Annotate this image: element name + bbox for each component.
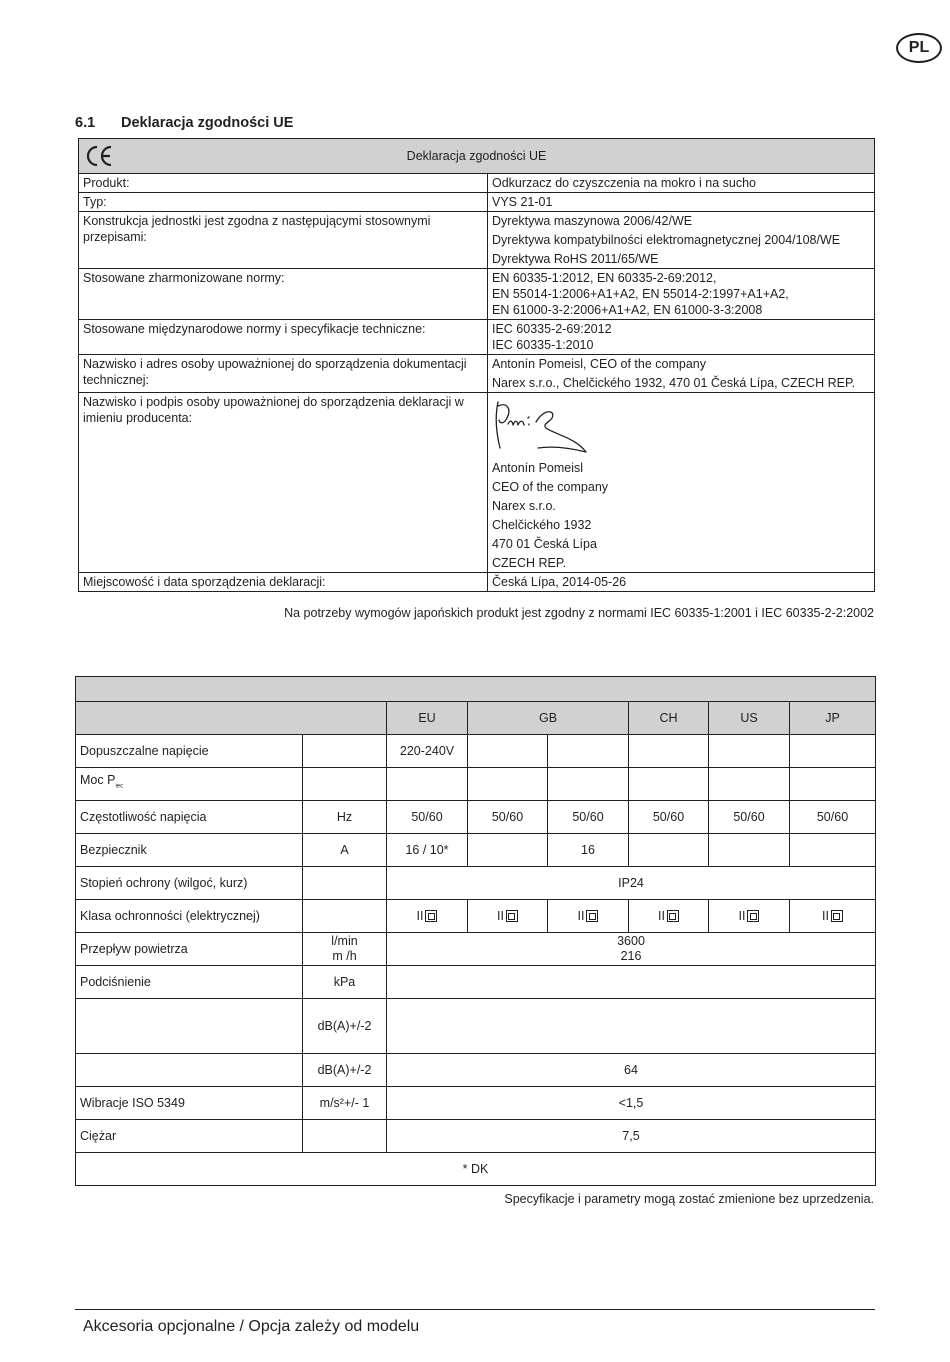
double-insulation-icon <box>667 910 679 922</box>
decl-value: Dyrektywa kompatybilności elektromagnetycznej 2004/108/WE <box>492 233 841 247</box>
tech-footnote-row <box>76 1153 876 1186</box>
class-ii-symbol: II <box>417 909 438 924</box>
decl-row-international <box>79 320 875 355</box>
decl-value: Narex s.r.o. <box>492 499 556 513</box>
class-ii-symbol: II <box>739 909 760 924</box>
tech-label: Wibracje ISO 5349 <box>76 1087 303 1120</box>
section-number: 6.1 <box>75 115 96 131</box>
tech-row-fuse <box>76 834 876 867</box>
tech-unit: dB(A)+/-2 <box>303 1054 387 1087</box>
tech-row-vibration <box>76 1087 876 1120</box>
tech-row-frequency <box>76 801 876 834</box>
signature-image <box>492 398 592 454</box>
section-heading <box>75 115 293 131</box>
subscript: iec <box>115 783 124 790</box>
decl-value: Dyrektywa maszynowa 2006/42/WE <box>492 214 693 228</box>
class-ii-symbol: II <box>497 909 518 924</box>
tech-row-vacuum <box>76 966 876 999</box>
tech-row-airflow <box>76 933 876 966</box>
divider <box>75 1309 875 1310</box>
decl-row-regulations <box>79 212 875 269</box>
decl-value: CEO of the company <box>492 480 609 494</box>
tech-label: Klasa ochronności (elektrycznej) <box>76 900 303 933</box>
tech-unit: Hz <box>303 801 387 834</box>
decl-row-type <box>79 193 875 212</box>
decl-value: CZECH REP. <box>492 556 567 570</box>
decl-value: IEC 60335-1:2010 <box>492 338 594 352</box>
tech-unit: kPa <box>303 966 387 999</box>
decl-row-product <box>79 174 875 193</box>
tech-value: IP24 <box>387 867 876 900</box>
decl-value: Chelčického 1932 <box>492 518 592 532</box>
declaration-header-row <box>79 139 875 174</box>
class-ii-symbol: II <box>658 909 679 924</box>
decl-label: Miejscowość i data sporządzenia deklaracji: <box>79 573 488 592</box>
tech-value: 50/60 <box>709 801 790 834</box>
region-header: EU <box>387 702 468 735</box>
region-header: CH <box>629 702 709 735</box>
tech-row-ip <box>76 867 876 900</box>
tech-unit: dB(A)+/-2 <box>303 999 387 1054</box>
decl-value: Narex s.r.o., Chelčického 1932, 470 01 Česká Lípa, CZECH REP. <box>492 376 856 390</box>
decl-value: VYS 21-01 <box>488 193 875 212</box>
tech-value <box>387 999 876 1054</box>
spec-change-note: Specyfikacje i parametry mogą zostać zmienione bez uprzedzenia. <box>504 1192 874 1206</box>
tech-label: Bezpiecznik <box>76 834 303 867</box>
tech-label: Ciężar <box>76 1120 303 1153</box>
tech-unit <box>303 1120 387 1153</box>
tech-label <box>76 1054 303 1087</box>
tech-value: 3600 216 <box>387 933 876 966</box>
tech-label: Przepływ powietrza <box>76 933 303 966</box>
tech-row-protection-class <box>76 900 876 933</box>
decl-value: Antonín Pomeisl, CEO of the company <box>492 357 706 371</box>
tech-value: 50/60 <box>468 801 548 834</box>
language-badge: PL <box>896 33 942 63</box>
tech-value: 7,5 <box>387 1120 876 1153</box>
technical-data-table <box>75 676 876 1186</box>
decl-value: Antonín Pomeisl <box>492 461 584 475</box>
tech-row-noise-2 <box>76 1054 876 1087</box>
class-ii-symbol: II <box>822 909 843 924</box>
double-insulation-icon <box>586 910 598 922</box>
tech-label: Stopień ochrony (wilgoć, kurz) <box>76 867 303 900</box>
tech-unit: l/min m /h <box>303 933 387 966</box>
tech-unit <box>303 900 387 933</box>
decl-label: Typ: <box>79 193 488 212</box>
tech-row-voltage <box>76 735 876 768</box>
tech-value: 64 <box>387 1054 876 1087</box>
tech-label: Moc $P_{iec}$ <box>76 768 303 801</box>
section-title: Deklaracja zgodności UE <box>121 115 294 131</box>
region-header: JP <box>790 702 876 735</box>
tech-value: 16 / 10* <box>387 834 468 867</box>
japan-compliance-note: Na potrzeby wymogów japońskich produkt jest zgodny z normami IEC 60335-1:2001 i IEC 60335-2-2:2002 <box>284 606 874 620</box>
tech-unit <box>303 768 387 801</box>
tech-unit <box>303 735 387 768</box>
decl-value: Odkurzacz do czyszczenia na mokro i na sucho <box>488 174 875 193</box>
tech-header-row <box>76 702 876 735</box>
tech-unit: A <box>303 834 387 867</box>
decl-row-place-date <box>79 573 875 592</box>
double-insulation-icon <box>506 910 518 922</box>
region-header: US <box>709 702 790 735</box>
decl-label: Konstrukcja jednostki jest zgodna z następującymi stosownymi przepisami: <box>79 212 488 269</box>
tech-value: 16 <box>548 834 629 867</box>
tech-unit <box>303 867 387 900</box>
double-insulation-icon <box>747 910 759 922</box>
decl-label: Stosowane zharmonizowane normy: <box>79 269 488 320</box>
tech-row-weight <box>76 1120 876 1153</box>
tech-value: 50/60 <box>790 801 876 834</box>
declaration-title: Deklaracja zgodności UE <box>406 149 547 163</box>
decl-row-documentation <box>79 355 875 393</box>
double-insulation-icon <box>831 910 843 922</box>
decl-label: Nazwisko i podpis osoby upoważnionej do sporządzenia deklaracji w imieniu producenta: <box>79 393 488 573</box>
declaration-table <box>78 138 875 592</box>
tech-label <box>76 999 303 1054</box>
decl-label: Nazwisko i adres osoby upoważnionej do sporządzenia dokumentacji technicznej: <box>79 355 488 393</box>
decl-value: EN 60335-1:2012, EN 60335-2-69:2012, <box>492 271 717 285</box>
decl-value: Dyrektywa RoHS 2011/65/WE <box>492 252 659 266</box>
decl-value: Česká Lípa, 2014-05-26 <box>488 573 875 592</box>
tech-value: <1,5 <box>387 1087 876 1120</box>
tech-row-power <box>76 768 876 801</box>
double-insulation-icon <box>425 910 437 922</box>
class-ii-symbol: II <box>578 909 599 924</box>
tech-value: 50/60 <box>548 801 629 834</box>
decl-value: EN 55014-1:2006+A1+A2, EN 55014-2:1997+A1+A2, <box>492 287 789 301</box>
tech-row-noise-1 <box>76 999 876 1054</box>
decl-value: EN 61000-3-2:2006+A1+A2, EN 61000-3-3:2008 <box>492 303 763 317</box>
decl-value: IEC 60335-2-69:2012 <box>492 322 612 336</box>
tech-value <box>387 966 876 999</box>
decl-value: 470 01 Česká Lípa <box>492 537 597 551</box>
decl-row-signature <box>79 393 875 573</box>
tech-unit: m/s²+/- 1 <box>303 1087 387 1120</box>
tech-value: 220-240V <box>387 735 468 768</box>
tech-label: Dopuszczalne napięcie <box>76 735 303 768</box>
decl-label: Stosowane międzynarodowe normy i specyfikacje techniczne: <box>79 320 488 355</box>
region-header: GB <box>468 702 629 735</box>
tech-value: 50/60 <box>629 801 709 834</box>
tech-label: Podciśnienie <box>76 966 303 999</box>
tech-value: 50/60 <box>387 801 468 834</box>
tech-label: Częstotliwość napięcia <box>76 801 303 834</box>
decl-label: Produkt: <box>79 174 488 193</box>
decl-row-harmonized <box>79 269 875 320</box>
accessories-heading: Akcesoria opcjonalne / Opcja zależy od modelu <box>83 1318 420 1335</box>
tech-title-row <box>76 677 876 702</box>
tech-footnote: * DK <box>76 1153 876 1186</box>
